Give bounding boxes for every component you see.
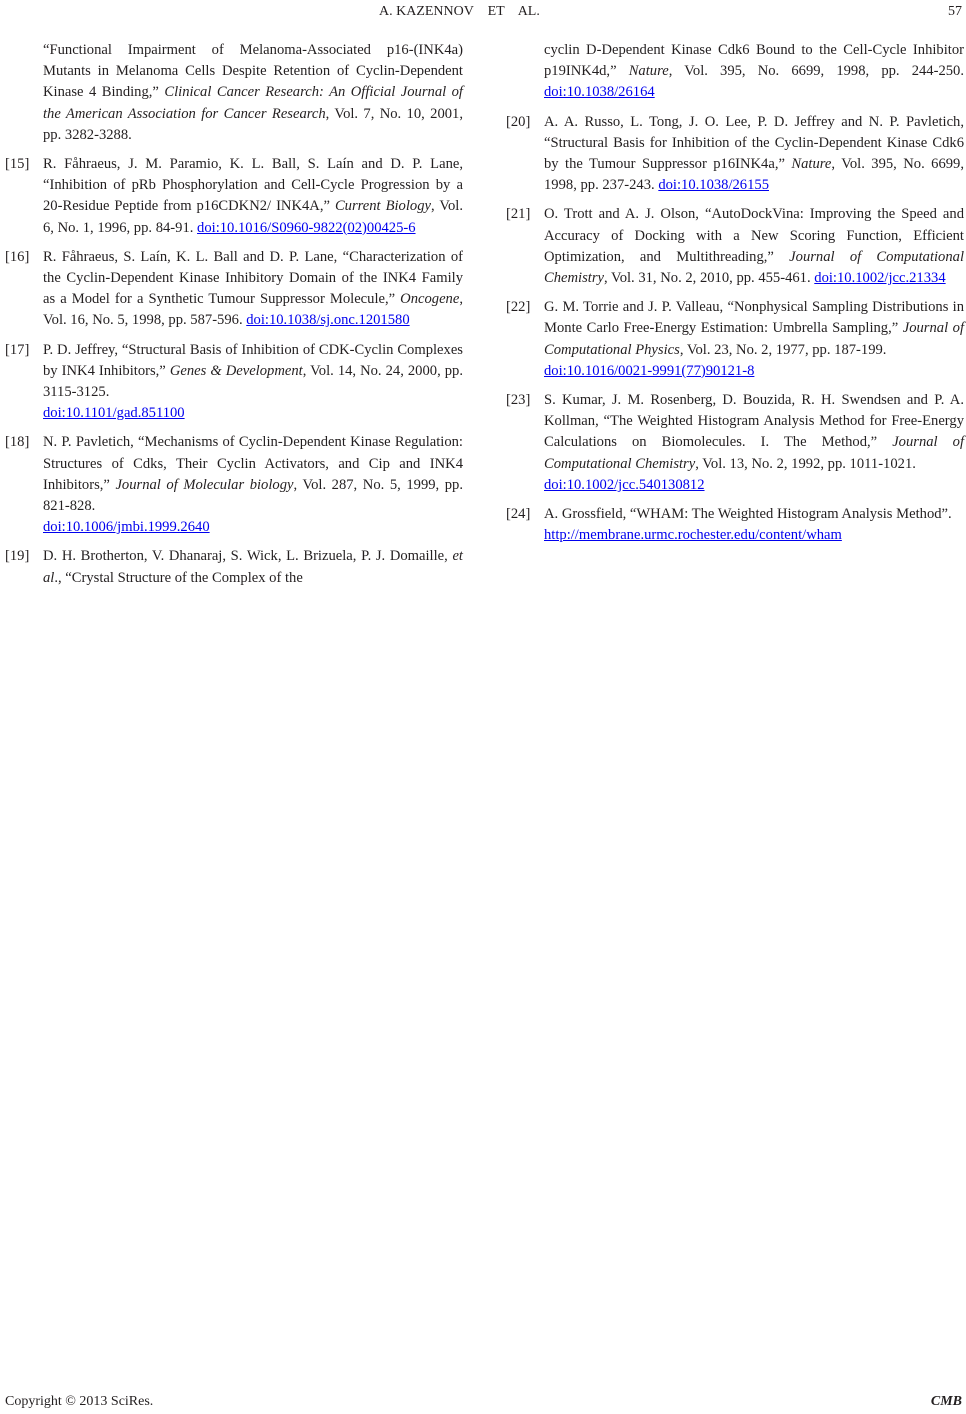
reference-number: [22]: [506, 299, 531, 316]
reference-15: [15] R. Fåhraeus, J. M. Paramio, K. L. Ball, S. Laín and D. P. Lane, “Inhibition of pRb Phosphorylation and Cell-Cycle Progression by a 20-Residue Peptide from p16CDKN2/ INK4A,” Current Biology, Vol. 6, No. 1, 1996, pp. 84-91. doi:10.1016/S0960-9822(02)00425-6: [5, 156, 463, 236]
doi-link[interactable]: doi:10.1002/jcc.21334: [814, 270, 946, 287]
page-number: 57: [948, 4, 962, 19]
journal-name: Oncogene: [400, 291, 460, 308]
reference-19: [19] D. H. Brotherton, V. Dhanaraj, S. Wick, L. Brizuela, P. J. Domaille, et al., “Crystal Structure of the Complex of the: [5, 548, 463, 586]
reference-24: [24] A. Grossfield, “WHAM: The Weighted Histogram Analysis Method”. http://membrane.urmc.rochester.edu/content/wham: [506, 504, 964, 546]
doi-link[interactable]: doi:10.1006/jmbi.1999.2640: [43, 519, 210, 536]
reference-20: [20] A. A. Russo, L. Tong, J. O. Lee, P. D. Jeffrey and N. P. Pavletich, “Structural Basis for Inhibition of the Cyclin-Dependent Kinase Cdk6 by the Tumour Suppressor p16INK4a,” Nature, Vol. 395, No. 6699, 1998, pp. 237-243. doi:10.1038/26155: [506, 113, 964, 194]
journal-name: Clinical Cancer Research: An Official Journal of the American Association for Cancer Research: [43, 84, 463, 122]
reference-number: [18]: [5, 434, 30, 451]
reference-21: [21] O. Trott and A. J. Olson, “AutoDockVina: Improving the Speed and Accuracy of Docking with a New Scoring Function, Efficient Optimization, and Multithreading,” Journal of Computational Chemistry, Vol. 31, No. 2, 2010, pp. 455-461. doi:10.1002/jcc.21334: [506, 206, 964, 287]
reference-number: [15]: [5, 156, 30, 173]
reference-column-right: [506, 40, 964, 554]
copyright-notice: Copyright © 2013 SciRes.: [5, 1394, 154, 1409]
journal-name: Nature: [791, 156, 832, 173]
et-al: et al: [43, 548, 463, 586]
reference-22: [22] G. M. Torrie and J. P. Valleau, “Nonphysical Sampling Distributions in Monte Carlo Free-Energy Estimation: Umbrella Sampling,” Journal of Computational Physics, Vol. 23, No. 2, 1977, pp. 187-199. doi:10.1016/0021-9991(77)90121-8: [506, 297, 964, 382]
reference-number: [16]: [5, 248, 30, 265]
reference-number: [21]: [506, 206, 531, 223]
reference-number: [24]: [506, 506, 531, 523]
reference-continuation: cyclin D-Dependent Kinase Cdk6 Bound to the Cell-Cycle Inhibitor p19INK4d,” Nature, Vol. 395, No. 6699, 1998, pp. 244-250. doi:10.1038/26164: [544, 42, 964, 101]
reference-number: [19]: [5, 548, 30, 565]
doi-link[interactable]: doi:10.1016/0021-9991(77)90121-8: [544, 362, 755, 379]
doi-link[interactable]: doi:10.1101/gad.851100: [43, 405, 185, 422]
doi-link[interactable]: doi:10.1016/S0960-9822(02)00425-6: [197, 219, 416, 236]
journal-name: Journal of Computational Chemistry: [544, 248, 964, 287]
journal-name: Current Biology: [334, 198, 431, 215]
doi-link[interactable]: doi:10.1002/jcc.540130812: [544, 476, 705, 493]
running-title: A. KAZENNOV ET AL.: [379, 4, 540, 19]
journal-name: Journal of Computational Chemistry: [544, 434, 965, 472]
journal-abbreviation: CMB: [930, 1394, 962, 1409]
journal-name: Nature: [628, 63, 669, 80]
doi-link[interactable]: doi:10.1038/26155: [658, 177, 769, 194]
journal-name: Journal of Computational Physics: [544, 320, 964, 358]
journal-name: Genes & Development: [169, 362, 303, 379]
reference-17: [17] P. D. Jeffrey, “Structural Basis of Inhibition of CDK-Cyclin Complexes by INK4 Inhibitors,” Genes & Development, Vol. 14, No. 24, 2000, pp. 3115-3125. doi:10.1101/gad.851100: [5, 340, 463, 425]
reference-23: [23] S. Kumar, J. M. Rosenberg, D. Bouzida, R. H. Swendsen and P. A. Kollman, “The Weighted Histogram Analysis Method for Free-Energy Calculations on Biomolecules. I. The Method,” Journal of Computational Chemistry, Vol. 13, No. 2, 1992, pp. 1011-1021. doi:10.1002/jcc.540130812: [506, 390, 964, 496]
doi-link[interactable]: doi:10.1038/sj.onc.1201580: [246, 312, 410, 329]
reference-number: [23]: [506, 392, 531, 409]
reference-18: [18] N. P. Pavletich, “Mechanisms of Cyclin-Dependent Kinase Regulation: Structures of Cdks, Their Cyclin Activators, and Cip and INK4 Inhibitors,” Journal of Molecular biology, Vol. 287, No. 5, 1999, pp. 821-828. doi:10.1006/jmbi.1999.2640: [5, 432, 463, 538]
running-header: [0, 4, 966, 24]
journal-name: Journal of Molecular biology: [115, 476, 294, 493]
reference-number: [20]: [506, 113, 531, 130]
reference-column-left: [5, 40, 463, 597]
reference-16: [16] R. Fåhraeus, S. Laín, K. L. Ball and D. P. Lane, “Characterization of the Cyclin-Dependent Kinase Inhibitory Domain of the INK4 Family as a Model for a Synthetic Tumour Suppressor Molecule,” Oncogene, Vol. 16, No. 5, 1998, pp. 587-596. doi:10.1038/sj.onc.1201580: [5, 248, 463, 329]
reference-continuation: “Functional Impairment of Melanoma-Associated p16-(INK4a) Mutants in Melanoma Cells Despite Retention of Cyclin-Dependent Kinase 4 Binding,” Clinical Cancer Research: An Official Journal of the American Association for Cancer Research, Vol. 7, No. 10, 2001, pp. 3282-3288.: [43, 42, 463, 143]
url-link[interactable]: http://membrane.urmc.rochester.edu/content/wham: [544, 527, 842, 544]
reference-number: [17]: [5, 341, 30, 358]
page-footer: [5, 1394, 962, 1414]
doi-link[interactable]: doi:10.1038/26164: [544, 84, 655, 101]
